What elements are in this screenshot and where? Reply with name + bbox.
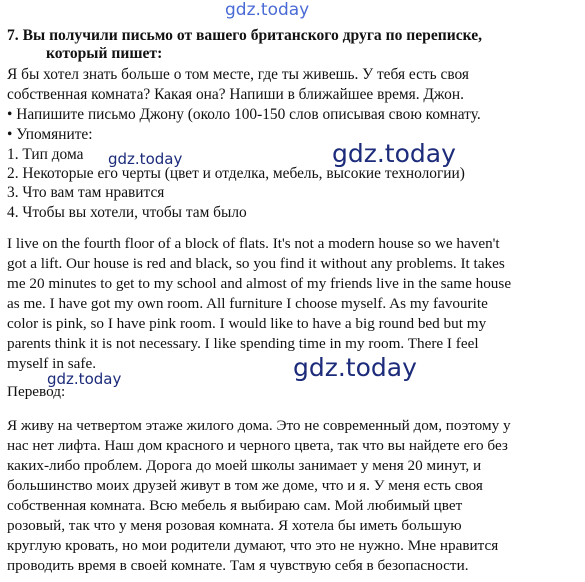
watermark-text-big: gdz.today	[293, 353, 417, 382]
english-line-5: color is pink, so I have pink room. I would like to have a big round bed but my	[7, 315, 487, 332]
english-line-6: parents think it is not necessary. I like spending time in my room. There I feel	[7, 335, 479, 352]
instruction-line-1: • Напишите письмо Джону (около 100-150 слов описывая свою комнату.	[7, 106, 481, 123]
watermark-translation-small: gdz.today	[47, 370, 122, 388]
task-title-line-2: который пишет:	[46, 45, 163, 62]
russian-line-1: Я живу на четвертом этаже жилого дома. Это не современный дом, поэтому у	[7, 417, 511, 434]
watermark-top: gdz.today	[225, 0, 310, 20]
instruction-line-2: • Упомяните:	[7, 126, 93, 143]
point-2: 2. Некоторые его черты (цвет и отделка, мебель, высокие технологии)	[7, 165, 465, 182]
russian-line-7: круглую кровать, но мои родители думают, что это не нужно. Мне нравится	[7, 537, 499, 554]
point-4: 4. Чтобы вы хотели, чтобы там было	[7, 204, 247, 221]
task-title-line-1: 7. Вы получили письмо от вашего британского друга по переписке,	[7, 27, 483, 44]
russian-line-6: розовый, так что у меня розовая комната. Я хотела бы иметь большую	[7, 517, 462, 534]
russian-line-3: каких-либо проблем. Дорога до моей школы занимает у меня 20 минут, и	[7, 457, 482, 474]
letter-line-2: собственная комната? Какая она? Напиши в ближайшее время. Джон.	[7, 86, 464, 103]
watermark-task-big: gdz.today	[332, 139, 456, 168]
point-3: 3. Что вам там нравится	[7, 184, 165, 201]
russian-line-4: большинство моих друзей живут в том же доме, что и я. У меня есть своя	[7, 477, 483, 494]
english-line-7: myself in safe.	[7, 355, 96, 372]
point-1: 1. Тип дома	[7, 146, 84, 163]
russian-line-8: проводить время в своей комнате. Там я чувствую себя в безопасности.	[7, 557, 469, 574]
translation-label: Перевод:	[7, 383, 66, 400]
russian-line-5: собственная комната. Всю мебель я выбираю сам. Мой любимый цвет	[7, 497, 463, 514]
russian-line-2: нас нет лифта. Наш дом красного и черного цвета, так что вы найдете его без	[7, 437, 508, 454]
english-line-3: me 20 minutes to get to my school and almost of my friends live in the same house	[7, 275, 512, 292]
english-line-1: I live on the fourth floor of a block of flats. It's not a modern house so we haven't	[7, 235, 500, 252]
english-line-2: got a lift. Our house is red and black, so you find it without any problems. It takes	[7, 255, 505, 272]
english-line-4: as me. I have got my own room. All furniture I choose myself. As my favourite	[7, 295, 488, 312]
watermark-task-small: gdz.today	[108, 150, 183, 168]
letter-line-1: Я бы хотел знать больше о том месте, где ты живешь. У тебя есть своя	[7, 66, 470, 83]
